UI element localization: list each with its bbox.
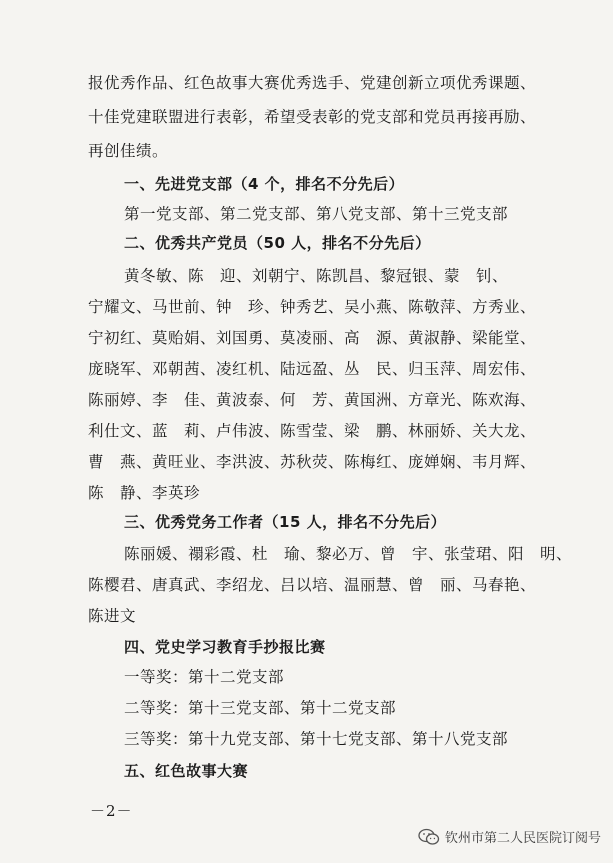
section-heading: 三、优秀党务工作者（15 人，排名不分先后） xyxy=(124,513,447,531)
name-list-line: 曹 燕、黄旺业、李洪波、苏秋荧、陈梅红、庞婵娴、韦月辉、 xyxy=(88,453,537,471)
name-list-line: 陈进文 xyxy=(88,607,137,625)
name-list-line: 庞晓军、邓朝茜、凌红机、陆远盈、丛 民、归玉萍、周宏伟、 xyxy=(88,360,537,378)
wechat-icon xyxy=(418,828,440,846)
award-line: 二等奖：第十三党支部、第十二党支部 xyxy=(124,699,397,717)
section-heading: 一、先进党支部（4 个，排名不分先后） xyxy=(124,175,405,193)
name-list-line: 陈丽媛、禤彩霞、杜 瑜、黎必万、曾 宇、张莹珺、阳 明、 xyxy=(124,545,573,563)
name-list-line: 陈樱君、唐真武、李绍龙、吕以培、温丽慧、曾 丽、马春艳、 xyxy=(88,576,537,594)
name-list-line: 陈丽婷、李 佳、黄波泰、何 芳、黄国洲、方章光、陈欢海、 xyxy=(88,391,537,409)
watermark-text: 钦州市第二人民医院订阅号 xyxy=(444,831,601,846)
text-line: 第一党支部、第二党支部、第八党支部、第十三党支部 xyxy=(124,205,509,223)
name-list-line: 黄冬敏、陈 迎、刘朝宁、陈凯昌、黎冠银、蒙 钊、 xyxy=(124,267,509,285)
section-heading: 二、优秀共产党员（50 人，排名不分先后） xyxy=(124,234,431,252)
name-list-line: 宁耀文、马世前、钟 珍、钟秀艺、吴小燕、陈敬萍、方秀业、 xyxy=(88,298,537,316)
award-line: 一等奖：第十二党支部 xyxy=(124,668,285,686)
name-list-line: 陈 静、李英珍 xyxy=(88,484,201,502)
paragraph-line: 再创佳绩。 xyxy=(88,142,169,160)
name-list-line: 利仕文、蓝 莉、卢伟波、陈雪莹、梁 鹏、林丽娇、关大龙、 xyxy=(88,422,537,440)
paragraph-line: 报优秀作品、红色故事大赛优秀选手、党建创新立项优秀课题、 xyxy=(88,74,537,92)
name-list-line: 宁初红、莫贻娟、刘国勇、莫凌丽、高 源、黄淑静、梁能堂、 xyxy=(88,329,537,347)
page-number: －2－ xyxy=(90,802,133,820)
award-line: 三等奖：第十九党支部、第十七党支部、第十八党支部 xyxy=(124,730,509,748)
watermark xyxy=(418,827,601,846)
section-heading: 四、党史学习教育手抄报比赛 xyxy=(124,638,326,656)
section-heading: 五、红色故事大赛 xyxy=(124,762,249,780)
paragraph-line: 十佳党建联盟进行表彰，希望受表彰的党支部和党员再接再励、 xyxy=(88,108,537,126)
